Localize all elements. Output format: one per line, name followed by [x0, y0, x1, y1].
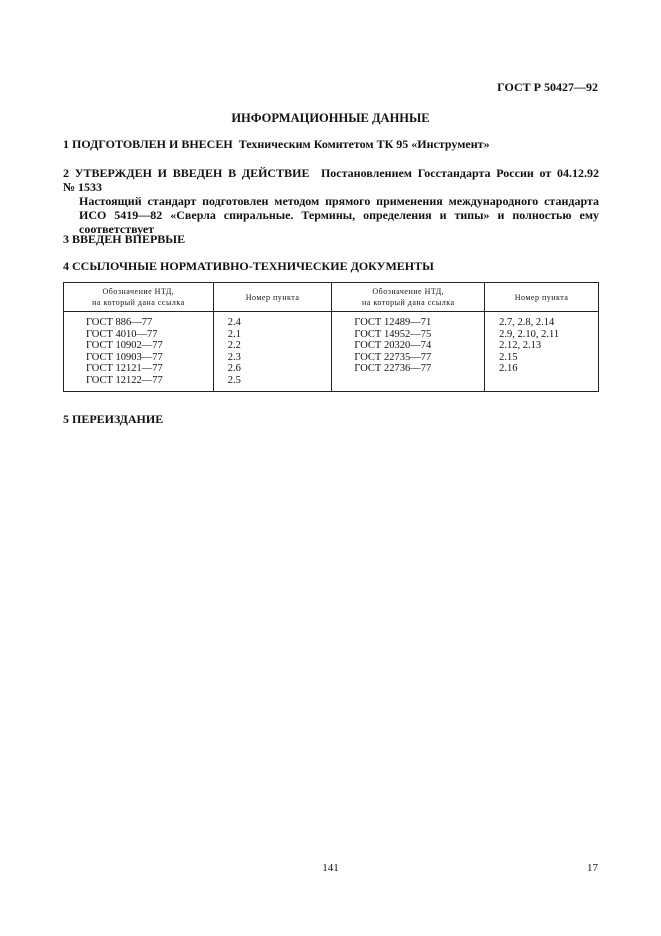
- item-number: 2.4: [227, 317, 241, 328]
- header-item-right: Номер пункта: [485, 283, 599, 312]
- left-docs-cell: [64, 312, 214, 392]
- page-number: 141: [322, 862, 339, 874]
- page-title: ИНФОРМАЦИОННЫЕ ДАННЫЕ: [231, 111, 430, 125]
- section-2-line: [63, 166, 599, 180]
- section-4: [63, 259, 434, 273]
- section-3-label: 3 ВВЕДЕН ВПЕРВЫЕ: [63, 232, 186, 246]
- section-4-label: 4 ССЫЛОЧНЫЕ НОРМАТИВНО-ТЕХНИЧЕСКИЕ ДОКУМЕНТЫ: [63, 259, 434, 273]
- item-number: 2.2: [227, 340, 241, 352]
- section-2-note-line2: ИСО 5419—82 «Сверла спиральные. Термины, определения и типы» и полностью ему соответствует: [79, 208, 599, 236]
- item-number: 2.5: [227, 374, 241, 386]
- header-doc-line2: на который дана ссылка: [362, 298, 455, 307]
- item-number: 2.1: [227, 328, 241, 340]
- item-number: 2.6: [227, 363, 241, 375]
- doc-ref: ГОСТ 22735—77: [354, 351, 432, 363]
- doc-ref: ГОСТ 12489—71: [354, 317, 432, 328]
- doc-ref: ГОСТ 20320—74: [354, 340, 432, 352]
- table-body-row: [64, 312, 599, 392]
- section-3: [63, 232, 185, 246]
- right-items-cell: [485, 312, 599, 392]
- doc-ref: ГОСТ 10902—77: [86, 340, 163, 352]
- doc-ref: ГОСТ 12122—77: [86, 374, 163, 386]
- doc-ref: ГОСТ 22736—77: [354, 363, 432, 375]
- item-number: 2.16: [499, 363, 518, 375]
- header-doc-line1: Обозначение НТД,: [102, 287, 175, 296]
- section-2-note-line1: Настоящий стандарт подготовлен методом прямого применения международного стандарта: [79, 194, 599, 208]
- reference-documents-table: [63, 282, 599, 392]
- section-5-label: 5 ПЕРЕИЗДАНИЕ: [63, 412, 164, 426]
- doc-ref: ГОСТ 886—77: [86, 317, 153, 328]
- section-1-text: Техническим Комитетом ТК 95 «Инструмент»: [238, 137, 490, 151]
- section-2: [63, 166, 599, 236]
- header-doc-left: [64, 283, 214, 312]
- sheet-number: 17: [587, 862, 598, 874]
- section-2-text-cont: № 1533: [63, 180, 103, 194]
- section-2-text: Постановлением Госстандарта России от 04.12.92: [320, 166, 600, 180]
- section-1: [63, 137, 490, 151]
- doc-ref: ГОСТ 4010—77: [86, 328, 158, 340]
- doc-ref: ГОСТ 12121—77: [86, 363, 163, 375]
- item-number: 2.15: [499, 351, 518, 363]
- section-1-label: 1 ПОДГОТОВЛЕН И ВНЕСЕН: [63, 137, 233, 151]
- doc-ref: ГОСТ 10903—77: [86, 351, 163, 363]
- header-item-left: Номер пункта: [213, 283, 332, 312]
- table-header-row: [64, 283, 599, 312]
- section-2-label: 2 УТВЕРЖДЕН И ВВЕДЕН В ДЕЙСТВИЕ: [63, 166, 310, 180]
- document-code: ГОСТ Р 50427—92: [497, 80, 598, 94]
- header-doc-right: [332, 283, 485, 312]
- item-number: 2.12, 2.13: [499, 340, 542, 352]
- header-doc-line1: Обозначение НТД,: [372, 287, 445, 296]
- section-5: [63, 412, 163, 426]
- header-doc-line2: на который дана ссылка: [92, 298, 185, 307]
- item-number: 2.3: [227, 351, 241, 363]
- item-number: 2.7, 2.8, 2.14: [499, 317, 555, 328]
- doc-ref: ГОСТ 14952—75: [354, 328, 432, 340]
- right-docs-cell: [332, 312, 485, 392]
- item-number: 2.9, 2.10, 2.11: [499, 328, 560, 340]
- left-items-cell: [213, 312, 332, 392]
